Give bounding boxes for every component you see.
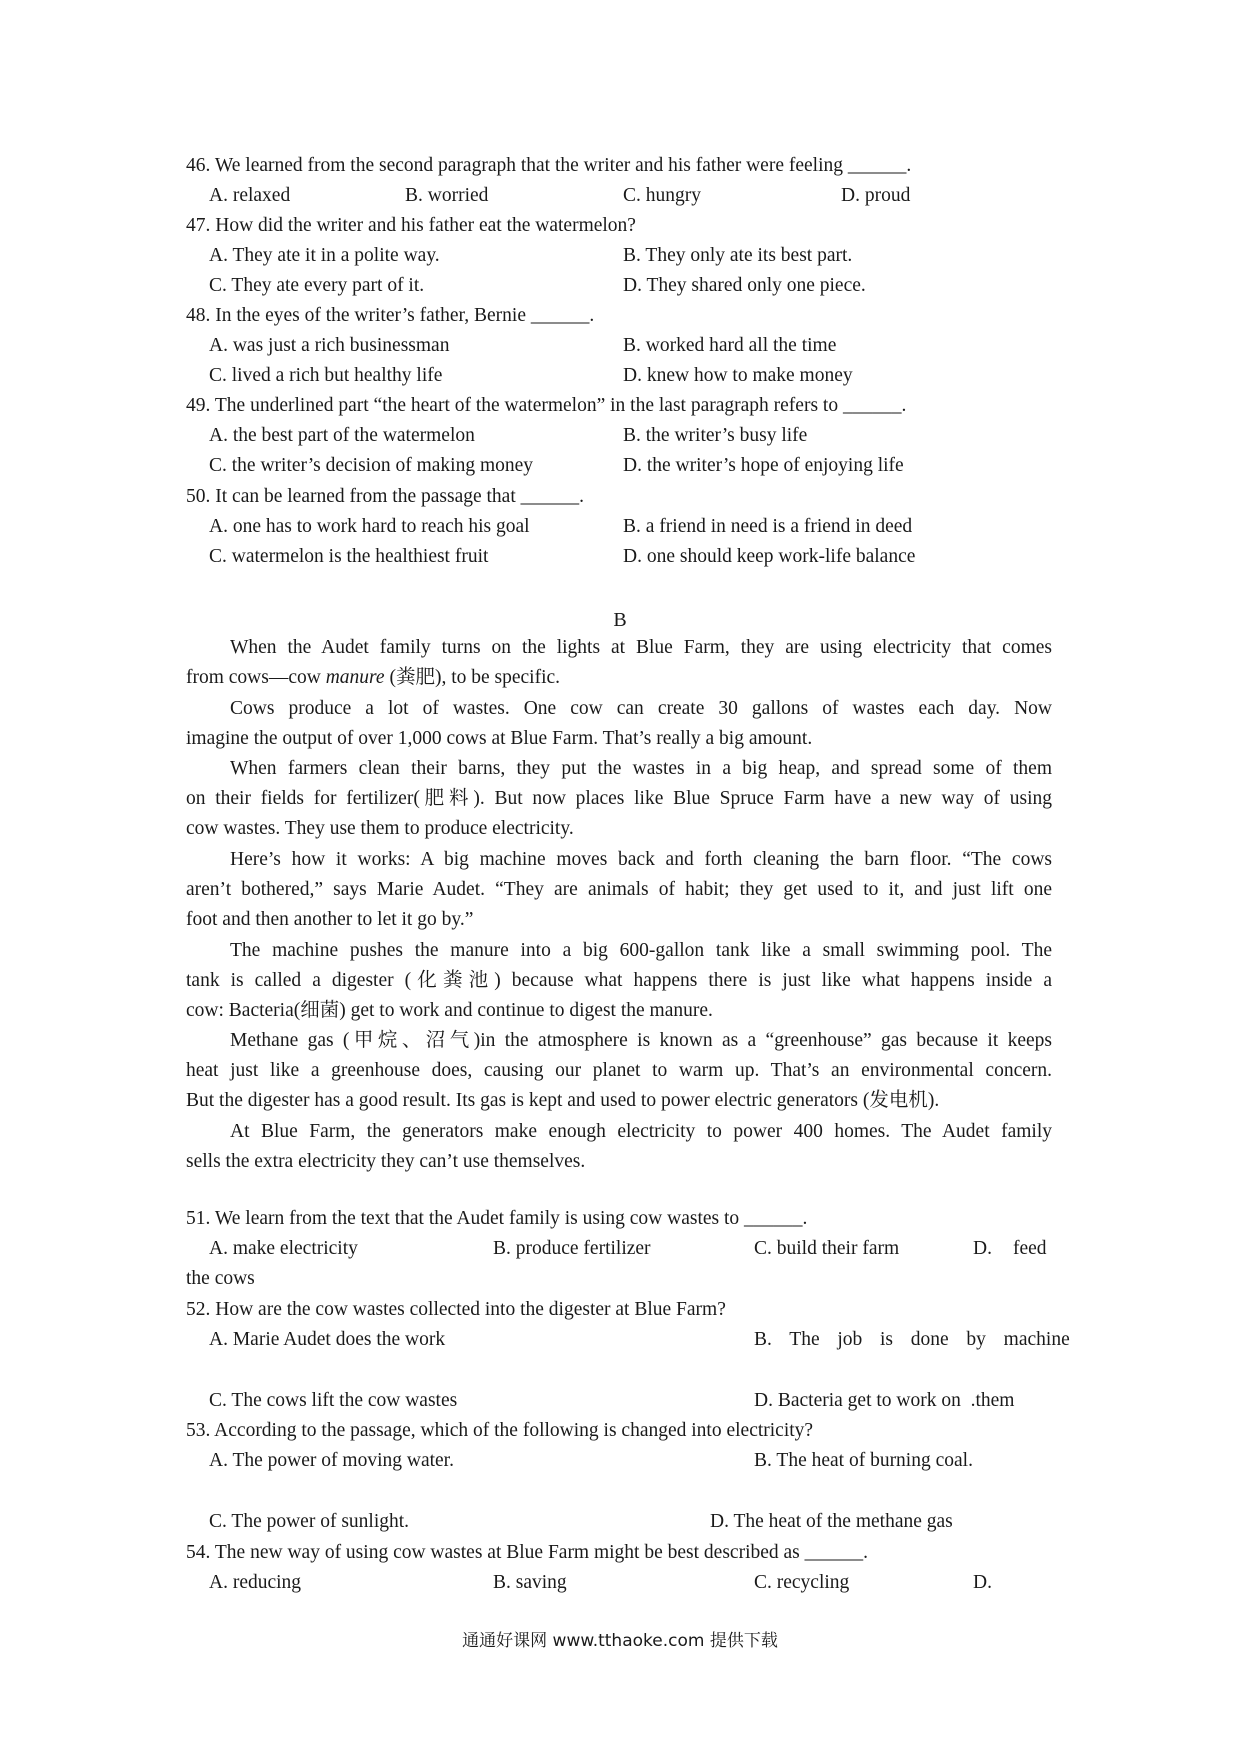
option-49-c: C. the writer’s decision of making money: [209, 455, 534, 476]
passage-paragraph-2: [186, 694, 1052, 754]
section-heading: B: [613, 609, 627, 631]
passage-line: on their fields for fertilizer(肥料). But now places like Blue Spruce Farm have a new way of using: [186, 788, 1052, 810]
passage-paragraph-5: [186, 936, 1052, 1027]
option-52-c: C. The cows lift the cow wastes: [209, 1390, 458, 1411]
option-50-b: B. a friend in need is a friend in deed: [623, 516, 913, 537]
passage-line: imagine the output of over 1,000 cows at Blue Farm. That’s really a big amount.: [186, 728, 813, 750]
question-50: 50. It can be learned from the passage that ______.: [186, 486, 584, 507]
question-46: 46. We learned from the second paragraph that the writer and his father were feeling ______.: [186, 155, 912, 176]
passage-line: But the digester has a good result. Its gas is kept and used to power electric generators (发电机).: [186, 1090, 940, 1112]
passage-line: cow: Bacteria(细菌) get to work and continue to digest the manure.: [186, 1000, 713, 1022]
question-49: 49. The underlined part “the heart of the watermelon” in the last paragraph refers to ______.: [186, 395, 907, 416]
passage-line: sells the extra electricity they can’t use themselves.: [186, 1151, 586, 1173]
passage-line: aren’t bothered,” says Marie Audet. “They are animals of habit; they get used to it, and just lift one: [186, 879, 1052, 901]
option-46-b: B. worried: [405, 185, 489, 206]
passage-line: Methane gas (甲烷、沼气)in the atmosphere is known as a “greenhouse” gas because it keeps: [230, 1030, 1052, 1051]
option-47-d: D. They shared only one piece.: [623, 275, 866, 296]
passage-paragraph-7: [186, 1117, 1052, 1177]
passage-line: tank is called a digester (化粪池) because what happens there is just like what happens inside a: [186, 970, 1052, 992]
passage-line: At Blue Farm, the generators make enough electricity to power 400 homes. The Audet family: [230, 1121, 1052, 1142]
option-49-a: A. the best part of the watermelon: [209, 425, 475, 446]
question-53: 53. According to the passage, which of the following is changed into electricity?: [186, 1420, 814, 1441]
option-50-c: C. watermelon is the healthiest fruit: [209, 546, 489, 567]
passage-paragraph-4: [186, 845, 1052, 936]
option-51-b: B. produce fertilizer: [493, 1238, 651, 1259]
option-54-b: B. saving: [493, 1572, 567, 1593]
option-46-a: A. relaxed: [209, 185, 291, 206]
option-53-c: C. The power of sunlight.: [209, 1511, 410, 1532]
passage-line: The machine pushes the manure into a big 600-gallon tank like a small swimming pool. The: [230, 940, 1052, 961]
option-48-a: A. was just a rich businessman: [209, 335, 450, 356]
passage-paragraph-6: [186, 1026, 1052, 1117]
question-47: 47. How did the writer and his father eat the watermelon?: [186, 215, 636, 236]
passage-paragraph-1: [186, 633, 1052, 693]
option-54-d: D.: [973, 1572, 992, 1593]
option-48-d: D. knew how to make money: [623, 365, 853, 386]
option-49-d: D. the writer’s hope of enjoying life: [623, 455, 904, 476]
option-47-a: A. They ate it in a polite way.: [209, 245, 440, 266]
passage-paragraph-3: [186, 754, 1052, 845]
footer-watermark: 通通好课网 www.tthaoke.com 提供下载: [462, 1631, 778, 1651]
passage-line: heat just like a greenhouse does, causing our planet to warm up. That’s an environmental concern.: [186, 1060, 1052, 1082]
option-51-d-wrap: the cows: [186, 1268, 255, 1289]
option-52-a: A. Marie Audet does the work: [209, 1329, 446, 1350]
passage-line: Here’s how it works: A big machine moves back and forth cleaning the barn floor. “The cows: [230, 849, 1052, 870]
question-48: 48. In the eyes of the writer’s father, Bernie ______.: [186, 305, 595, 326]
passage-line: When the Audet family turns on the lights at Blue Farm, they are using electricity that comes: [230, 637, 1052, 658]
option-51-d: D.: [973, 1238, 992, 1259]
option-49-b: B. the writer’s busy life: [623, 425, 808, 446]
option-51-a: A. make electricity: [209, 1238, 358, 1259]
option-48-b: B. worked hard all the time: [623, 335, 837, 356]
option-54-a: A. reducing: [209, 1572, 302, 1593]
passage-line: foot and then another to let it go by.”: [186, 909, 474, 931]
option-50-a: A. one has to work hard to reach his goal: [209, 516, 530, 537]
question-52: 52. How are the cow wastes collected into the digester at Blue Farm?: [186, 1299, 726, 1320]
option-47-c: C. They ate every part of it.: [209, 275, 425, 296]
option-48-c: C. lived a rich but healthy life: [209, 365, 443, 386]
option-50-d: D. one should keep work-life balance: [623, 546, 916, 567]
option-51-c: C. build their farm: [754, 1238, 900, 1259]
option-52-b: B. The job is done by machine: [754, 1329, 1070, 1350]
passage-line: When farmers clean their barns, they put the wastes in a big heap, and spread some of them: [230, 758, 1052, 779]
passage-line-text: from cows—cow manure (粪肥), to be specific.: [186, 667, 561, 689]
question-51: 51. We learn from the text that the Audet family is using cow wastes to ______.: [186, 1208, 808, 1229]
option-46-c: C. hungry: [623, 185, 701, 206]
option-51-d-text: feed: [1013, 1238, 1047, 1259]
option-46-d: D. proud: [841, 185, 911, 206]
italic-term: manure: [325, 667, 385, 689]
option-54-c: C. recycling: [754, 1572, 850, 1593]
passage-line: cow wastes. They use them to produce electricity.: [186, 818, 574, 840]
option-52-d: D. Bacteria get to work on .them: [754, 1390, 1015, 1411]
option-53-a: A. The power of moving water.: [209, 1450, 454, 1471]
option-53-b: B. The heat of burning coal.: [754, 1450, 973, 1471]
passage-line: Cows produce a lot of wastes. One cow can create 30 gallons of wastes each day. Now: [230, 698, 1052, 719]
option-53-d: D. The heat of the methane gas: [710, 1511, 953, 1532]
passage-line-manure: [186, 663, 1052, 693]
option-47-b: B. They only ate its best part.: [623, 245, 853, 266]
question-54: 54. The new way of using cow wastes at Blue Farm might be best described as ______.: [186, 1542, 869, 1563]
